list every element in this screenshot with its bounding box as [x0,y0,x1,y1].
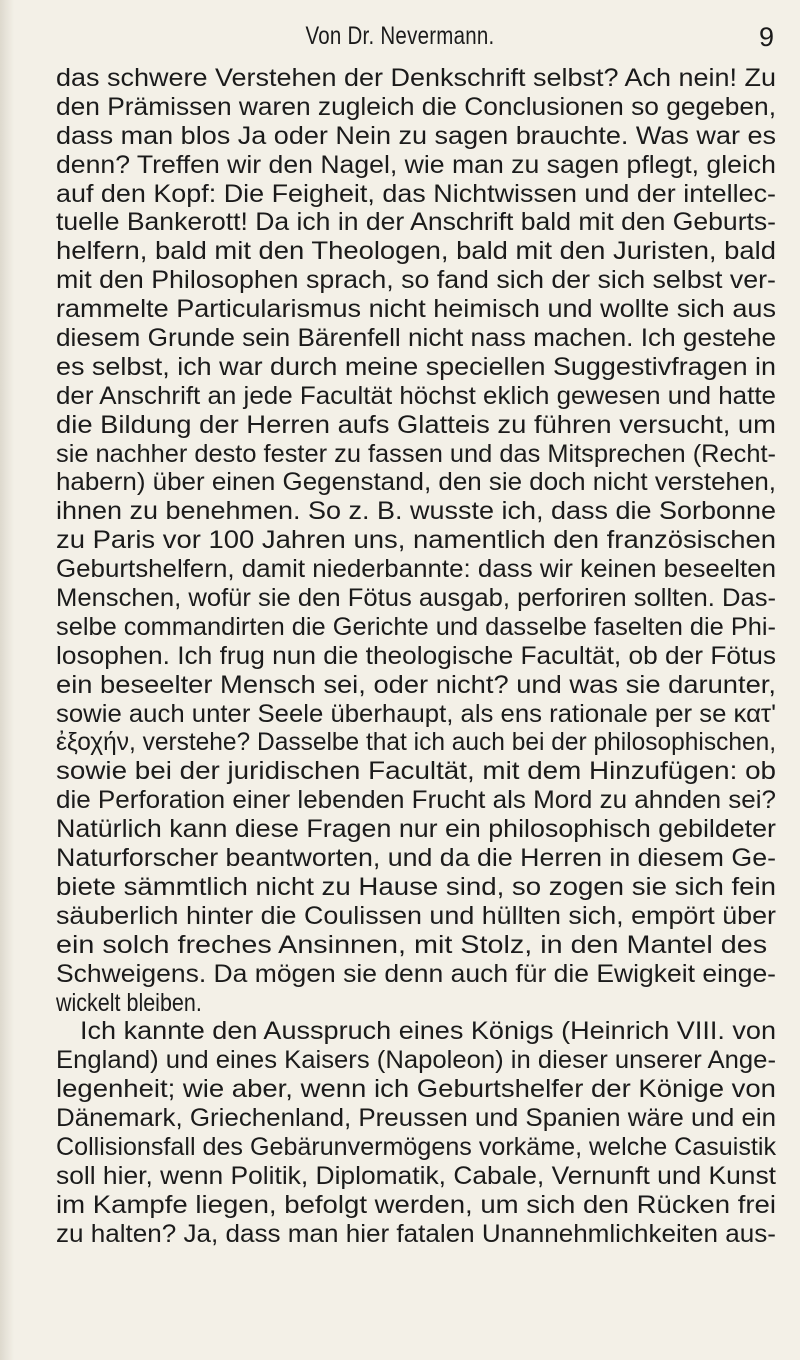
text-line: auf den Kopf: Die Feigheit, das Nichtwissen und der intellec- [56,179,776,208]
text-line: rammelte Particularismus nicht heimisch und wollte sich aus [56,295,776,324]
text-line: sie nachher desto fester zu fassen und das Mitsprechen (Recht- [56,439,776,468]
text-line: Geburtshelfern, damit niederbannte: dass wir keinen beseelten [56,555,776,584]
text-line: legenheit; wie aber, wenn ich Geburtshelfer der Könige von [56,1075,776,1104]
paragraph-start-line: Ich kannte den Ausspruch eines Königs (Heinrich VIII. von [80,1017,776,1046]
text-line: losophen. Ich frug nun die theologische Facultät, ob der Fötus [56,641,776,670]
paragraph-end-line: wickelt bleiben. [56,988,202,1017]
text-line: das schwere Verstehen der Denkschrift selbst? Ach nein! Zu [56,64,776,92]
text-line: Menschen, wofür sie den Fötus ausgab, perforiren sollten. Das- [56,584,776,613]
body-text [56,64,776,1249]
text-line: Collisionsfall des Gebärunvermögens vorkäme, welche Casuistik [56,1132,776,1161]
page-gutter-shadow [0,0,14,1360]
text-line: ein beseelter Mensch sei, oder nicht? und was sie darunter, [56,670,776,699]
text-line: Natürlich kann diese Fragen nur ein philosophisch gebildeter [56,815,776,844]
running-head: Von Dr. Nevermann. [305,22,495,50]
text-line: die Bildung der Herren aufs Glatteis zu führen versucht, um [56,410,776,439]
text-line: es selbst, ich war durch meine speciellen Suggestivfragen in [56,352,776,381]
text-line: selbe commandirten die Gerichte und dasselbe faselten die Phi- [56,612,776,641]
text-line: sowie auch unter Seele überhaupt, als ens rationale per se κατ' [56,699,776,728]
text-line: tuelle Bankerott! Da ich in der Anschrift bald mit den Geburts- [56,208,776,237]
text-line: der Anschrift an jede Facultät höchst eklich gewesen und hatte [56,381,776,410]
page-header [0,22,800,62]
text-line: dass man blos Ja oder Nein zu sagen brauchte. Was war es [56,121,776,150]
text-line: soll hier, wenn Politik, Diplomatik, Cabale, Vernunft und Kunst [56,1161,776,1190]
text-line: ἐξοχήν, verstehe? Dasselbe that ich auch bei der philosophischen, [56,728,776,757]
page-number: 9 [758,22,774,52]
text-line: zu Paris vor 100 Jahren uns, namentlich den französischen [56,526,776,555]
text-line: Schweigens. Da mögen sie denn auch für die Ewigkeit einge- [56,959,776,988]
text-line: sowie bei der juridischen Facultät, mit dem Hinzufügen: ob [56,757,776,786]
text-line: ihnen zu benehmen. So z. B. wusste ich, dass die Sorbonne [56,497,776,526]
text-line: den Prämissen waren zugleich die Conclusionen so gegeben, [56,92,776,121]
text-line: denn? Treffen wir den Nagel, wie man zu sagen pflegt, gleich [56,150,776,179]
text-line: Naturforscher beantworten, und da die Herren in diesem Ge- [56,844,776,873]
text-line: diesem Grunde sein Bärenfell nicht nass machen. Ich gestehe [56,324,776,353]
text-line: ein solch freches Ansinnen, mit Stolz, in den Mantel des [56,930,768,959]
text-line: die Perforation einer lebenden Frucht als Mord zu ahnden sei? [56,786,776,815]
text-line: England) und eines Kaisers (Napoleon) in dieser unserer Ange- [56,1046,776,1075]
text-line: habern) über einen Gegenstand, den sie doch nicht verstehen, [56,468,776,497]
text-line: säuberlich hinter die Coulissen und hüllten sich, empört über [56,901,776,930]
text-line: mit den Philosophen sprach, so fand sich der sich selbst ver- [56,266,776,295]
text-line: biete sämmtlich nicht zu Hause sind, so zogen sie sich fein [56,872,776,901]
text-line: helfern, bald mit den Theologen, bald mit den Juristen, bald [56,237,776,266]
text-line: im Kampfe liegen, befolgt werden, um sich den Rücken frei [56,1190,776,1219]
text-line: zu halten? Ja, dass man hier fatalen Unannehmlichkeiten aus- [56,1219,776,1248]
text-line: Dänemark, Griechenland, Preussen und Spanien wäre und ein [56,1104,776,1133]
